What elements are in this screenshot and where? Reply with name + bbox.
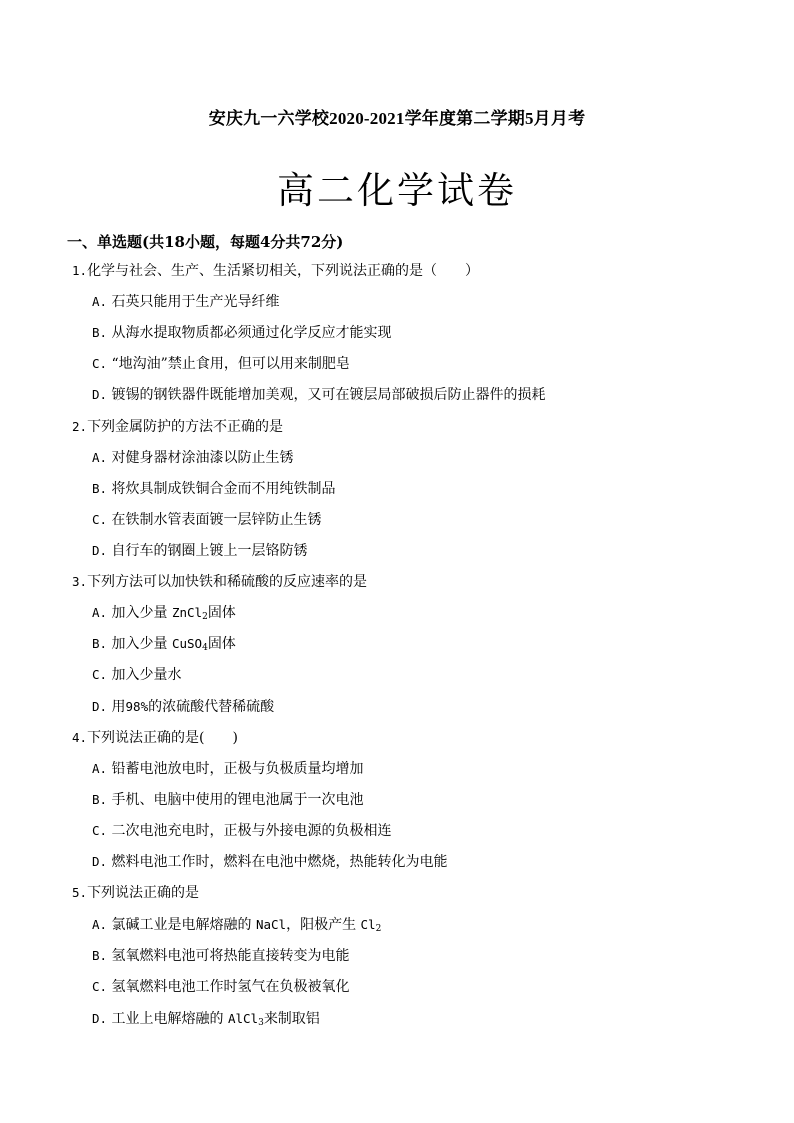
q4-option-a [92,758,364,778]
option-text: 从海水提取物质都必须通过化学反应才能实现 [111,325,392,341]
q5-option-a [92,914,381,934]
option-text: 石英只能用于生产光导纤维 [111,294,280,310]
q5-option-c [92,976,350,996]
option-label: A. [92,450,108,465]
option-text: ，阳极产生 [286,917,361,933]
exam-title: 安庆九一六学校2020-2021学年度第二学期5月月考 [208,109,586,128]
question-stem: 下列说法正确的是 [87,885,200,901]
option-label: A. [92,605,108,620]
question-number: 4. [72,730,88,745]
option-text: 用 [111,699,126,715]
q4-option-b [92,789,364,809]
q3-option-b [92,633,236,653]
option-label: C. [92,667,108,682]
q1-option-a [92,291,280,311]
chemical-formula: Cl [360,917,376,932]
option-text: 氢氧燃料电池可将热能直接转变为电能 [111,948,350,964]
q2-option-b [92,478,336,498]
formula-subscript: 2 [202,612,208,622]
option-text: 对健身器材涂油漆以防止生锈 [111,450,294,466]
question-2 [72,416,283,436]
option-text: 手机、电脑中使用的锂电池属于一次电池 [111,792,364,808]
option-label: B. [92,792,108,807]
percentage: 98% [125,699,149,714]
question-number: 1. [72,263,88,278]
q2-option-d [92,540,308,560]
option-text: 铅蓄电池放电时，正极与负极质量均增加 [111,761,364,777]
option-label: A. [92,917,108,932]
question-stem: 下列金属防护的方法不正确的是 [87,419,284,435]
option-text: 燃料电池工作时，燃料在电池中燃烧，热能转化为电能 [111,854,448,870]
option-text: 自行车的钢圈上镀上一层铬防锈 [111,543,308,559]
q3-option-a [92,602,236,622]
q1-option-d [92,384,546,404]
q5-option-b [92,945,350,965]
option-label: D. [92,699,108,714]
question-4 [72,727,238,747]
question-stem: 下列方法可以加快铁和稀硫酸的反应速率的是 [87,574,368,590]
question-3 [72,571,367,591]
q3-option-d [92,696,274,716]
option-label: B. [92,636,108,651]
q5-option-d [92,1008,320,1028]
option-label: D. [92,854,108,869]
option-text: 固体 [207,605,236,621]
main-title: 高二化学试卷 [277,169,517,212]
option-text: 来制取铝 [263,1011,320,1027]
question-number: 5. [72,885,88,900]
option-label: B. [92,481,108,496]
option-label: B. [92,325,108,340]
option-text: 氢氧燃料电池工作时氢气在负极被氧化 [111,979,350,995]
option-text: 镀锡的钢铁器件既能增加美观，又可在镀层局部破损后防止器件的损耗 [111,387,546,403]
option-text: 加入少量水 [111,667,182,683]
question-stem: 下列说法正确的是( ) [87,730,238,746]
question-1 [72,260,479,280]
option-text: 二次电池充电时，正极与外接电源的负极相连 [111,823,392,839]
option-text: “地沟油”禁止食用，但可以用来制肥皂 [111,356,350,372]
q2-option-a [92,447,294,467]
option-text: 的浓硫酸代替稀硫酸 [148,699,275,715]
chemical-formula: ZnCl [171,605,203,620]
q4-option-d [92,851,448,871]
q4-option-c [92,820,392,840]
option-label: C. [92,512,108,527]
chemical-formula: NaCl [255,917,287,932]
q1-option-c [92,353,350,373]
question-5 [72,882,199,902]
option-label: C. [92,823,108,838]
q3-option-c [92,664,182,684]
option-label: C. [92,356,108,371]
chemical-formula: CuSO [171,636,203,651]
option-label: B. [92,948,108,963]
option-label: D. [92,387,108,402]
option-label: D. [92,1011,108,1026]
question-number: 3. [72,574,88,589]
option-text: 加入少量 [111,636,172,652]
option-text: 工业上电解熔融的 [111,1011,228,1027]
option-label: C. [92,979,108,994]
formula-subscript: 3 [258,1018,264,1028]
q1-option-b [92,322,392,342]
option-text: 加入少量 [111,605,172,621]
question-number: 2. [72,419,88,434]
q2-option-c [92,509,322,529]
option-text: 将炊具制成铁铜合金而不用纯铁制品 [111,481,336,497]
option-label: A. [92,761,108,776]
option-text: 在铁制水管表面镀一层锌防止生锈 [111,512,322,528]
option-text: 氯碱工业是电解熔融的 [111,917,256,933]
option-text: 固体 [207,636,236,652]
formula-subscript: 2 [375,924,382,934]
question-stem: 化学与社会、生产、生活紧切相关，下列说法正确的是（ ） [87,263,480,279]
section-title: 一、单选题(共18小题，每题4分共72分) [67,233,344,251]
chemical-formula: AlCl [227,1011,259,1026]
option-label: D. [92,543,108,558]
formula-subscript: 4 [202,643,208,653]
option-label: A. [92,294,108,309]
